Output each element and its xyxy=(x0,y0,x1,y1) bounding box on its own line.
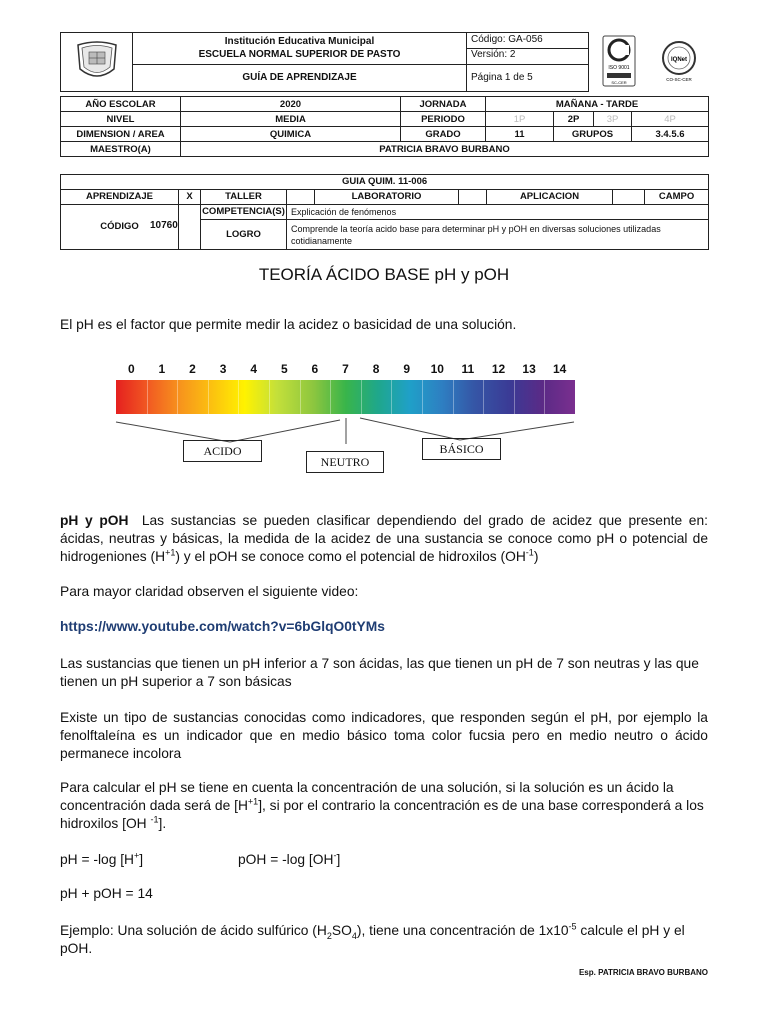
competencia-label: COMPETENCIA(S) xyxy=(201,205,287,220)
ph-scale-number: 6 xyxy=(311,362,319,376)
ph-scale-divider xyxy=(483,380,484,414)
codigo-label: CÓDIGO xyxy=(61,205,179,250)
ph-scale-divider xyxy=(147,380,148,414)
taller-mark xyxy=(287,190,315,205)
aplicacion-mark xyxy=(613,190,645,205)
document-version: Versión: 2 xyxy=(471,48,516,60)
example-sub-1: 2 xyxy=(326,930,332,941)
calc-text-3: ]. xyxy=(158,816,167,831)
formula-poh xyxy=(238,851,340,869)
ph-scale-number: 9 xyxy=(403,362,411,376)
ph-poh-paragraph xyxy=(60,512,708,566)
example-text-2: SO xyxy=(331,923,352,938)
example-paragraph xyxy=(60,922,708,958)
ph-scale-divider xyxy=(269,380,270,414)
ph-scale-number: 2 xyxy=(189,362,196,376)
ph-scale-numbers xyxy=(113,362,578,378)
ph-scale-number: 5 xyxy=(280,362,288,376)
codigo-value: 10760 xyxy=(150,220,178,231)
icontec-cell xyxy=(589,33,649,92)
grupos-value: 3.4.5.6 xyxy=(632,127,709,142)
taller-label: TALLER xyxy=(201,190,287,205)
maestro-label: MAESTRO(A) xyxy=(61,142,181,157)
institution-cell xyxy=(133,33,467,65)
logro-value: Comprende la teoría acido base para determinar pH y pOH en diversas soluciones utilizadas cotidianamente xyxy=(287,220,709,250)
formula-poh-close: ] xyxy=(336,852,341,867)
dimension-label: DIMENSION / AREA xyxy=(61,127,181,142)
calc-text-1: Para calcular el pH se tiene en cuenta la concentración de una solución, si la solución es un ácido la concentración dada será de [H xyxy=(60,780,674,813)
formula-ph xyxy=(60,852,143,867)
calc-sup-2: -1 xyxy=(150,814,159,825)
nivel-value: MEDIA xyxy=(181,112,401,127)
formula-ph-text: pH = -log [H xyxy=(60,852,134,867)
ph-scale-number: 12 xyxy=(491,362,506,376)
basico-label: BÁSICO xyxy=(422,438,501,460)
ph-scale-number: 14 xyxy=(553,362,567,376)
substances-paragraph: Las sustancias que tienen un pH inferior a 7 son ácidas, las que tienen un pH de 7 son neutras y las que tienen un pH superior a 7 son básicas xyxy=(60,656,699,689)
formula-poh-sup: - xyxy=(333,850,337,861)
formula-poh-text: pOH = -log [OH xyxy=(238,852,334,867)
school-logo-cell xyxy=(61,33,133,92)
calc-text-2: ], si por el contrario la concentración es de una base corresponderá a los hidroxilos [OH xyxy=(60,798,704,831)
header-table xyxy=(60,32,709,92)
ph-text-2: ) y el pOH se conoce como el potencial de hidroxilos (OH xyxy=(175,549,526,564)
ph-scale-divider xyxy=(391,380,392,414)
jornada-label: JORNADA xyxy=(401,97,486,112)
anio-value: 2020 xyxy=(181,97,401,112)
ph-scale-divider xyxy=(330,380,331,414)
example-sup: -5 xyxy=(568,921,577,932)
guide-type-cell xyxy=(133,64,467,91)
ph-scale-divider xyxy=(422,380,423,414)
svg-text:IQNet: IQNet xyxy=(670,56,687,63)
calc-sup-1: +1 xyxy=(247,796,259,807)
acido-label: ACIDO xyxy=(183,440,262,462)
page-number: Página 1 de 5 xyxy=(467,64,589,91)
intro-paragraph: El pH es el factor que permite medir la acidez o basicidad de una solución. xyxy=(60,317,517,332)
document-code: Código: GA-056 xyxy=(467,34,588,49)
example-text-4: calcule el pH y el pOH. xyxy=(60,923,685,956)
ph-scale-number: 1 xyxy=(158,362,166,376)
info-table xyxy=(60,96,709,157)
ph-scale-number: 10 xyxy=(430,362,444,376)
ph-scale-brackets xyxy=(110,414,580,448)
periodo-1p: 1P xyxy=(486,112,554,127)
example-text-1: Ejemplo: Una solución de ácido sulfúrico (H xyxy=(60,923,327,938)
ph-scale-divider xyxy=(453,380,454,414)
campo-label: CAMPO xyxy=(645,190,709,205)
periodo-2p: 2P xyxy=(554,112,594,127)
ph-sup-2: -1 xyxy=(525,547,534,558)
guia-table xyxy=(60,174,709,250)
ph-scale-divider xyxy=(514,380,515,414)
ph-scale-divider xyxy=(544,380,545,414)
ph-scale-number: 11 xyxy=(461,362,475,376)
iqnet-certification-icon xyxy=(659,39,699,83)
svg-text:CO-SC-CER: CO-SC-CER xyxy=(665,76,692,82)
ph-scale-divider xyxy=(238,380,239,414)
icontec-certification-icon xyxy=(602,35,636,87)
example-text-3: ), tiene una concentración de 1x10 xyxy=(356,923,569,938)
dimension-value: QUIMICA xyxy=(181,127,401,142)
grupos-label: GRUPOS xyxy=(554,127,632,142)
laboratorio-label: LABORATORIO xyxy=(315,190,459,205)
ph-scale-bar xyxy=(116,380,575,414)
ph-scale-number: 7 xyxy=(342,362,349,376)
grado-value: 11 xyxy=(486,127,554,142)
laboratorio-mark xyxy=(459,190,487,205)
page-title: TEORÍA ÁCIDO BASE pH y pOH xyxy=(258,265,510,284)
formula-ph-close: ] xyxy=(139,852,144,867)
ph-text-3: ) xyxy=(533,549,539,564)
aprendizaje-label: APRENDIZAJE xyxy=(61,190,179,205)
institution-name: Institución Educativa Municipal xyxy=(224,36,375,48)
ph-scale-number: 0 xyxy=(127,362,135,376)
guide-type: GUÍA DE APRENDIZAJE xyxy=(242,72,357,84)
aplicacion-label: APLICACION xyxy=(487,190,613,205)
codigo-value-spacer xyxy=(179,205,201,250)
calc-paragraph xyxy=(60,779,708,833)
logro-label: LOGRO xyxy=(201,220,287,250)
grado-label: GRADO xyxy=(401,127,486,142)
svg-text:SC-CER: SC-CER xyxy=(611,79,627,85)
neutro-label: NEUTRO xyxy=(306,451,384,473)
video-link[interactable]: https://www.youtube.com/watch?v=6bGlqO0tYMs xyxy=(60,619,385,634)
iqnet-cell xyxy=(649,33,709,92)
aprendizaje-mark: X xyxy=(179,190,201,205)
ph-scale-number: 3 xyxy=(219,362,227,376)
ph-scale-number: 8 xyxy=(372,362,380,376)
ph-scale-divider xyxy=(177,380,178,414)
ph-scale-number: 4 xyxy=(250,362,258,376)
footer-author: Esp. PATRICIA BRAVO BURBANO xyxy=(578,968,708,977)
guia-title: GUIA QUIM. 11-006 xyxy=(61,175,709,190)
ph-scale-number: 13 xyxy=(522,362,536,376)
ph-text-1: Las sustancias se pueden clasificar dependiendo del grado de acidez que presente en: ácidas, neutras y básicas, la medida de la acidez de una sustancia se conoce como pH o potencial de hidrogeniones (H xyxy=(60,513,708,564)
video-intro: Para mayor claridad observen el siguiente video: xyxy=(60,584,359,599)
ph-scale-divider xyxy=(208,380,209,414)
sum-formula: pH + pOH = 14 xyxy=(60,886,153,901)
code-cell xyxy=(467,33,589,65)
school-crest-icon xyxy=(74,39,120,83)
periodo-label: PERIODO xyxy=(401,112,486,127)
formula-line xyxy=(60,851,708,869)
nivel-label: NIVEL xyxy=(61,112,181,127)
school-name: ESCUELA NORMAL SUPERIOR DE PASTO xyxy=(198,49,401,61)
ph-poh-heading: pH y pOH xyxy=(60,513,129,528)
periodo-4p: 4P xyxy=(632,112,709,127)
maestro-value: PATRICIA BRAVO BURBANO xyxy=(181,142,709,157)
competencia-value: Explicación de fenómenos xyxy=(287,205,709,220)
ph-scale-divider xyxy=(300,380,301,414)
example-sub-2: 4 xyxy=(351,930,357,941)
indicators-paragraph: Existe un tipo de sustancias conocidas como indicadores, que responden según el pH, por ejemplo la fenolftaleína es un indicador que en medio básico toma color fucsia pero en medio neutro o ácido permanece incolora xyxy=(60,710,708,761)
jornada-value: MAÑANA - TARDE xyxy=(486,97,709,112)
periodo-3p: 3P xyxy=(594,112,632,127)
ph-sup-1: +1 xyxy=(165,547,176,558)
formula-ph-sup: + xyxy=(134,850,140,861)
ph-scale-divider xyxy=(361,380,362,414)
svg-text:ISO 9001: ISO 9001 xyxy=(608,64,630,71)
anio-label: AÑO ESCOLAR xyxy=(61,97,181,112)
